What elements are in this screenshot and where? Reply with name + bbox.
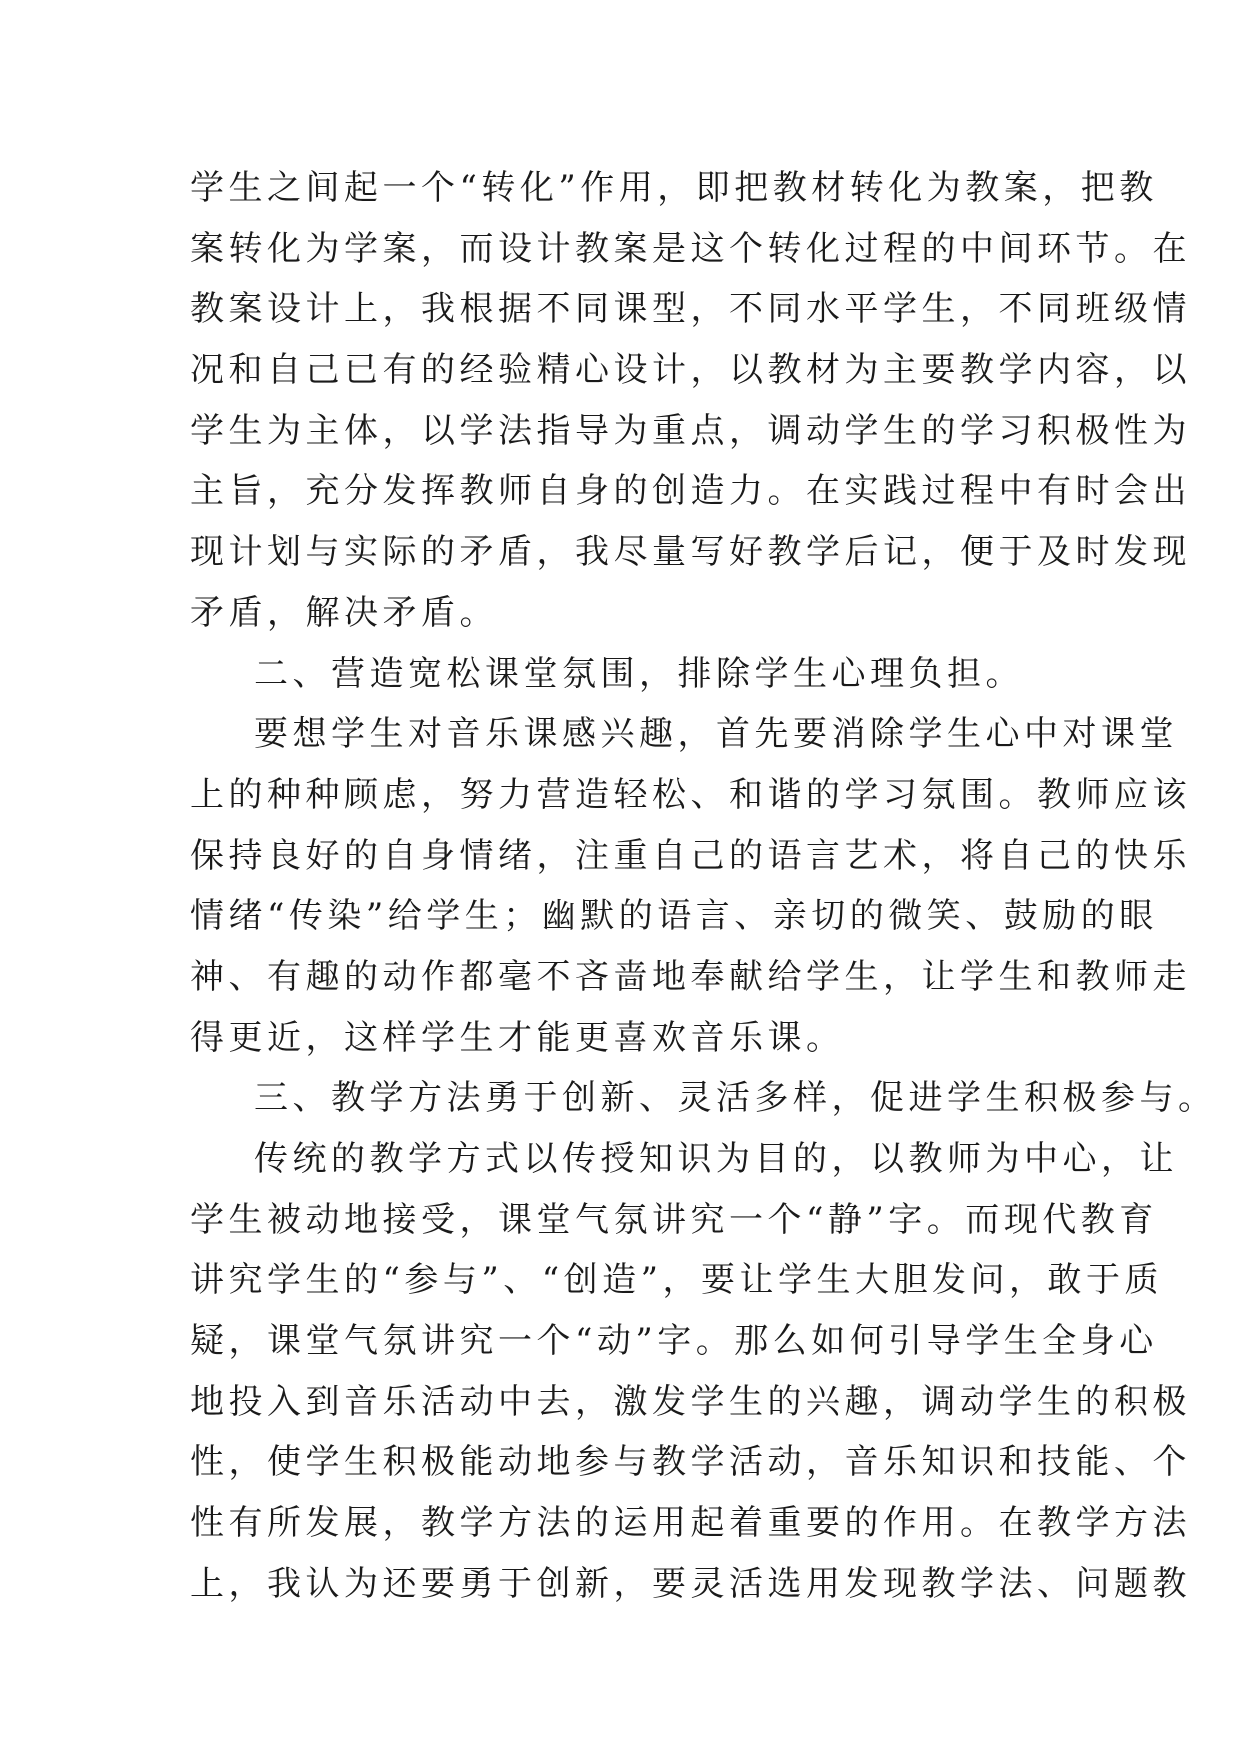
text-line: 神、有趣的动作都毫不吝啬地奉献给学生，让学生和教师走 [190, 956, 1191, 997]
body-text [190, 158, 1217, 1615]
text-line: 主旨，充分发挥教师自身的创造力。在实践过程中有时会出 [190, 471, 1191, 512]
paragraph-start: 传统的教学方式以传授知识为目的，以教师为中心，让 [254, 1139, 1178, 1179]
text-line: 保持良好的自身情绪，注重自己的语言艺术，将自己的快乐 [190, 835, 1191, 876]
section-heading: 二、营造宽松课堂氛围，排除学生心理负担。 [254, 653, 1024, 694]
text-line: 地投入到音乐活动中去，激发学生的兴趣，调动学生的积极 [190, 1381, 1191, 1422]
text-line: 性，使学生积极能动地参与教学活动，音乐知识和技能、个 [190, 1442, 1191, 1483]
text-line: 学生被动地接受，课堂气氛讲究一个“静”字。而现代教育 [190, 1199, 1158, 1240]
text-line: 况和自己已有的经验精心设计，以教材为主要教学内容，以 [190, 350, 1191, 391]
paragraph-start: 要想学生对音乐课感兴趣，首先要消除学生心中对课堂 [254, 714, 1178, 755]
text-line: 案转化为学案，而设计教案是这个转化过程的中间环节。在 [190, 228, 1191, 269]
text-line: 教案设计上，我根据不同课型，不同水平学生，不同班级情 [190, 289, 1191, 330]
text-line: 疑，课堂气氛讲究一个“动”字。那么如何引导学生全身心 [190, 1321, 1158, 1362]
text-line: 得更近，这样学生才能更喜欢音乐课。 [190, 1017, 845, 1058]
section-heading: 三、教学方法勇于创新、灵活多样，促进学生积极参与。 [254, 1078, 1217, 1119]
text-line: 现计划与实际的矛盾，我尽量写好教学后记，便于及时发现 [190, 532, 1191, 573]
text-line: 讲究学生的“参与”、“创造”，要让学生大胆发问，敢于质 [190, 1260, 1164, 1301]
text-line: 性有所发展，教学方法的运用起着重要的作用。在教学方法 [190, 1503, 1191, 1544]
text-line: 上，我认为还要勇于创新，要灵活选用发现教学法、问题教 [190, 1563, 1191, 1604]
text-line: 上的种种顾虑，努力营造轻松、和谐的学习氛围。教师应该 [190, 774, 1191, 815]
text-line: 学生之间起一个“转化”作用，即把教材转化为教案，把教 [190, 168, 1158, 208]
text-line: 矛盾，解决矛盾。 [190, 592, 498, 633]
text-line: 情绪“传染”给学生；幽默的语言、亲切的微笑、鼓励的眼 [190, 896, 1158, 937]
text-line: 学生为主体，以学法指导为重点，调动学生的学习积极性为 [190, 410, 1191, 451]
